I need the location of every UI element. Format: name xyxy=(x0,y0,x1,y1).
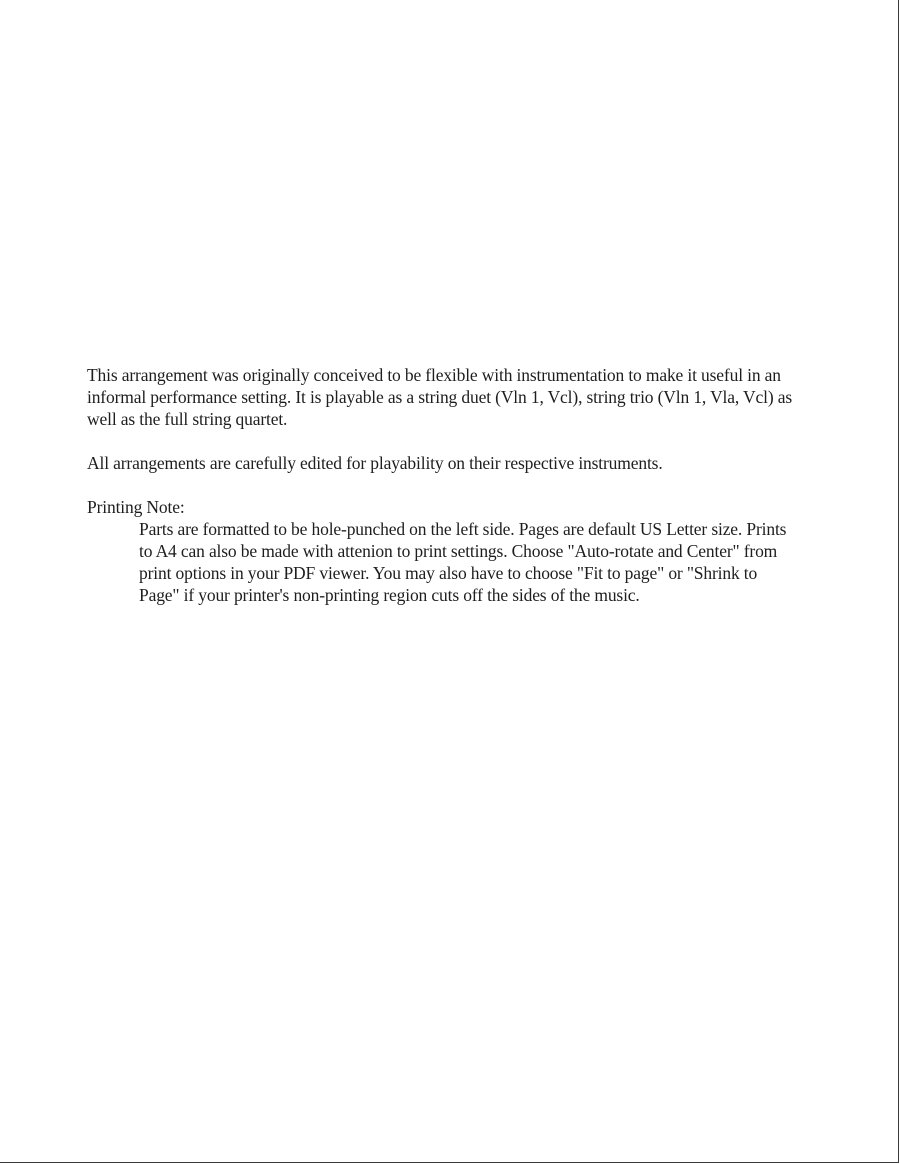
intro-paragraph: This arrangement was originally conceived to be flexible with instrumentation to make it useful in an informal performance setting. It is playable as a string duet (Vln 1, Vcl), string trio (Vln 1, Vla, Vcl) as well as the full string quartet. xyxy=(87,365,793,429)
printing-note-body: Parts are formatted to be hole-punched on the left side. Pages are default US Letter size. Prints to A4 can also be made with attenion to print settings. Choose "Auto-rotate and Center" from print options in your PDF viewer. You may also have to choose "Fit to page" or "Shrink to Page" if your printer's non-printing region cuts off the sides of the music. xyxy=(139,519,787,605)
printing-note xyxy=(87,496,807,606)
document-content xyxy=(87,364,807,606)
printing-note-heading: Printing Note: xyxy=(87,497,185,517)
editing-paragraph: All arrangements are carefully edited for playability on their respective instruments. xyxy=(87,453,663,473)
